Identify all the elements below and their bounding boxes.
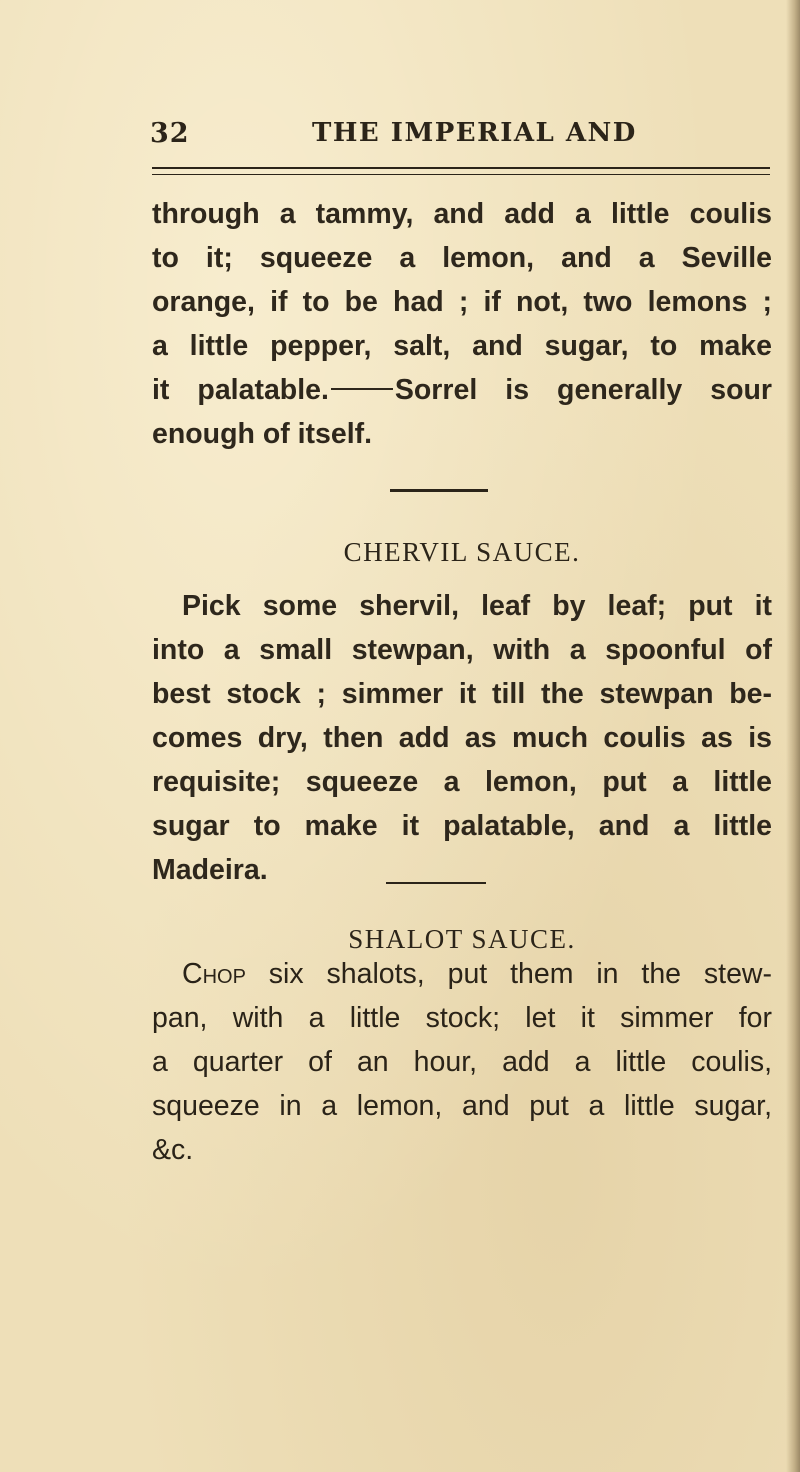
text-line: through a tammy, and add a little coulis xyxy=(152,198,772,230)
page-header xyxy=(150,118,790,158)
text-fragment: it palatable. xyxy=(152,374,329,406)
text-line xyxy=(152,368,772,412)
section-heading: SHALOT SAUCE. xyxy=(348,924,576,954)
text-line: to it; squeeze a lemon, and a Seville xyxy=(152,242,772,274)
text-line: comes dry, then add as much coulis as is xyxy=(152,722,772,754)
shalot-sauce-paragraph xyxy=(152,952,772,1172)
paragraph-continued xyxy=(152,192,772,456)
text-line: requisite; squeeze a lemon, put a little xyxy=(152,766,772,798)
text-line: enough of itself. xyxy=(152,418,373,450)
text-line: pan, with a little stock; let it simmer for xyxy=(152,1002,772,1034)
text-line: sugar to make it palatable, and a little xyxy=(152,810,772,842)
text-fragment: six shalots, put them in the stew- xyxy=(245,958,772,990)
em-dash-rule xyxy=(331,388,393,390)
header-double-rule xyxy=(152,167,770,175)
drop-word: Chop xyxy=(182,958,246,990)
page-edge-shadow xyxy=(786,0,800,1472)
text-line xyxy=(152,952,772,996)
running-head: THE IMPERIAL AND xyxy=(312,118,637,148)
chervil-sauce-paragraph xyxy=(152,584,772,892)
page-number: 32 xyxy=(150,118,190,149)
text-line: squeeze in a lemon, and put a little sugar, xyxy=(152,1090,772,1122)
text-line: a quarter of an hour, add a little coulis, xyxy=(152,1046,772,1078)
text-line: best stock ; simmer it till the stewpan be- xyxy=(152,678,772,710)
text-line: into a small stewpan, with a spoonful of xyxy=(152,634,772,666)
section-divider xyxy=(386,882,486,884)
section-divider xyxy=(390,489,488,492)
section-heading: CHERVIL SAUCE. xyxy=(343,537,581,567)
text-line: orange, if to be had ; if not, two lemons ; xyxy=(152,286,772,318)
text-line: Madeira. xyxy=(152,854,268,886)
text-line: &c. xyxy=(152,1134,194,1166)
text-line: a little pepper, salt, and sugar, to make xyxy=(152,330,772,362)
text-fragment: Sorrel is generally sour xyxy=(394,374,772,406)
text-line: Pick some shervil, leaf by leaf; put it xyxy=(182,590,772,622)
